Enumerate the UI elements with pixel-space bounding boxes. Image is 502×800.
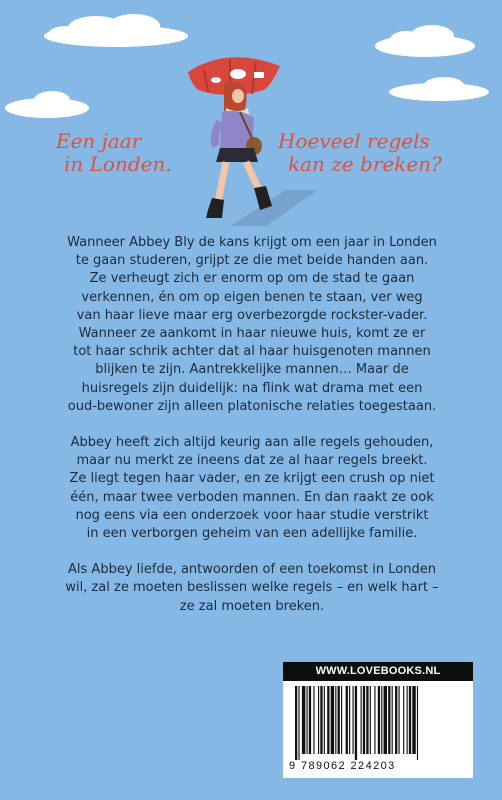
blurb-line: te gaan studeren, grijpt ze die met beide handen aan.	[75, 253, 429, 269]
barcode-bar	[338, 686, 340, 754]
barcode-bar	[331, 686, 334, 754]
barcode-bar	[378, 686, 380, 754]
barcode-bar	[412, 686, 415, 754]
blurb-line: huisregels zijn duidelijk: na flink wat drama met een	[81, 380, 423, 396]
barcode-bar	[417, 686, 418, 760]
barcode-bar	[298, 686, 299, 760]
barcode-bar	[318, 686, 319, 754]
cloud-icon	[36, 10, 196, 50]
cloud-icon	[384, 74, 494, 104]
blurb-line: tot haar schrik achter dat al haar huisgenoten mannen	[73, 344, 431, 360]
blurb-line: verkennen, én om op eigen benen te staan, ver weg	[81, 289, 423, 305]
barcode-bar	[353, 686, 354, 754]
barcode-bar	[307, 686, 308, 754]
blurb-line: Ze liegt tegen haar vader, en ze krijgt een crush op niet	[69, 471, 435, 487]
blurb-line: van haar lieve maar erg overbezorgde rockster-vader.	[76, 307, 428, 323]
blurb-line: oud-bewoner zijn alleen platonische relaties toegestaan.	[67, 398, 437, 414]
blurb-line: blijken te zijn. Aantrekkelijke mannen… Maar de	[95, 362, 409, 378]
barcode-bar	[335, 686, 336, 754]
cloud-icon	[370, 22, 480, 60]
barcode-bar	[349, 686, 350, 754]
barcode-bar	[407, 686, 408, 754]
blurb-line: nog eens via een onderzoek voor haar studie verstrikt	[75, 507, 429, 523]
blurb-line: Ze verheugt zich er enorm op om de stad te gaan	[89, 271, 415, 287]
blurb-paragraph	[52, 234, 452, 416]
blurb-line: Wanneer Abbey Bly de kans krijgt om een jaar in Londen	[67, 235, 437, 250]
barcode-bar	[363, 686, 365, 754]
barcode-bar	[409, 686, 411, 754]
blurb-line: in een verborgen geheim van een adellijke familie.	[86, 526, 418, 542]
publisher-website: WWW.LOVEBOOKS.NL	[283, 662, 473, 681]
barcode-bar	[346, 686, 348, 754]
blurb-line: Abbey heeft zich altijd keurig aan alle regels gehouden,	[70, 435, 434, 451]
barcode-bar	[295, 686, 297, 760]
barcode-bar	[381, 686, 382, 754]
barcode-bar	[388, 686, 390, 754]
tagline-line: kan ze breken?	[288, 152, 442, 176]
barcode-bar	[309, 686, 311, 754]
blurb-paragraph	[52, 561, 452, 616]
tagline-line: Hoeveel regels	[278, 129, 430, 153]
tagline-line: Een jaar	[56, 129, 142, 153]
blurb-line: wil, zal ze moeten beslissen welke regels – en welk hart –	[65, 580, 439, 596]
barcode-bar	[302, 686, 305, 754]
barcode-bar	[324, 686, 325, 754]
blurb-paragraph	[52, 434, 452, 543]
barcode-bar	[361, 686, 362, 754]
barcode-bar	[392, 686, 393, 754]
barcode-bar	[355, 686, 357, 760]
barcode-bar	[320, 686, 322, 754]
barcode-bar	[341, 686, 342, 754]
barcode-bar	[403, 686, 404, 754]
tagline-line: in Londen.	[64, 152, 172, 176]
isbn-digits: 9 789062 224203	[289, 760, 396, 772]
barcode-bar	[374, 686, 375, 754]
blurb-line: één, maar twee verboden mannen. En dan raakt ze ook	[70, 489, 434, 505]
barcode-bar	[313, 686, 314, 754]
blurb-line: maar nu merkt ze ineens dat ze al haar regels breekt.	[76, 453, 428, 469]
barcode-bar	[327, 686, 329, 754]
blurb-line: ze zal moeten breken.	[179, 598, 325, 614]
barcode-bars	[291, 686, 467, 760]
blurb-line: Wanneer ze aankomt in haar nieuwe huis, komt ze er	[78, 326, 426, 342]
cloud-icon	[2, 88, 92, 120]
barcode-bar	[384, 686, 387, 754]
tagline-right	[278, 130, 448, 176]
blurb-line: Als Abbey liefde, antwoorden of een toekomst in Londen	[68, 562, 436, 578]
tagline-left	[56, 130, 206, 176]
barcode-bar	[370, 686, 371, 754]
barcode-bar	[399, 686, 400, 754]
isbn-barcode	[283, 662, 473, 778]
book-blurb	[52, 234, 452, 634]
barcode-bar	[395, 686, 397, 754]
barcode-bar	[366, 686, 368, 754]
